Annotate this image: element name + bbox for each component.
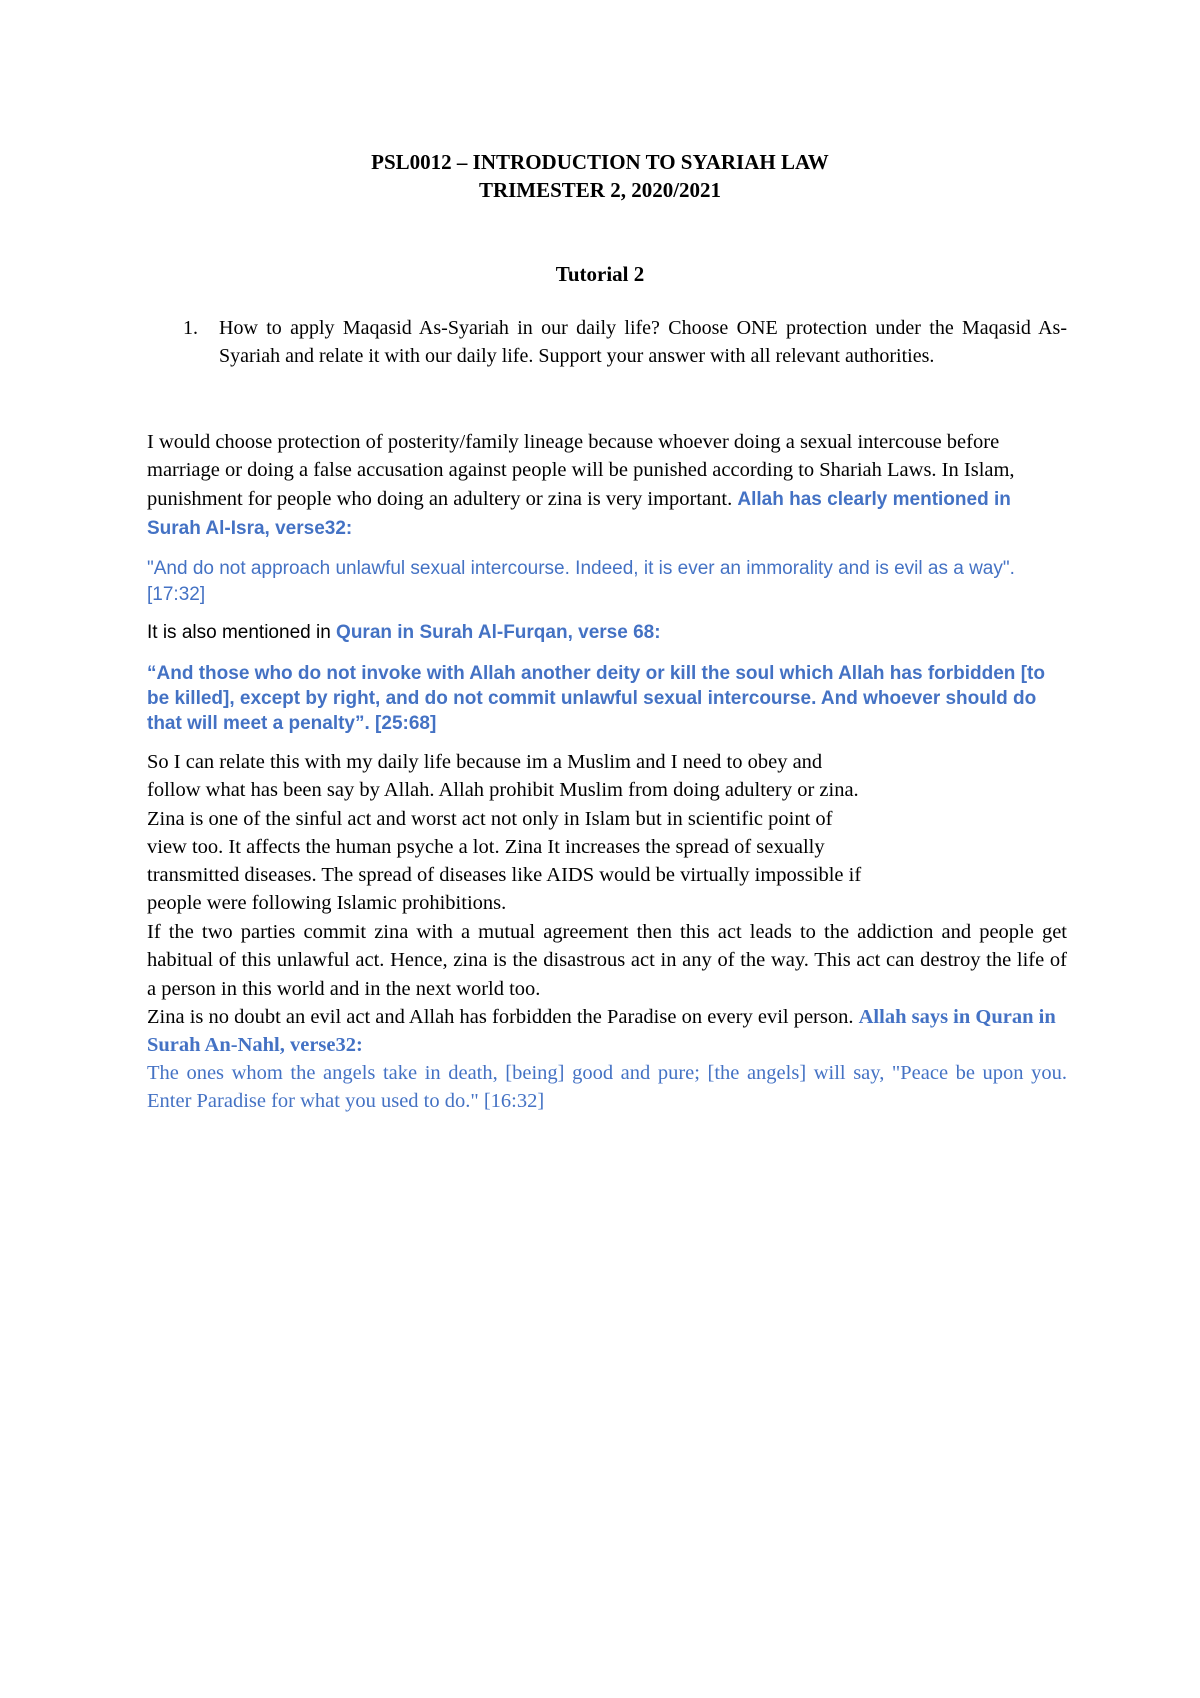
term-label: TRIMESTER 2, 2020/2021	[478, 178, 722, 202]
paragraph-line: So I can relate this with my daily life because im a Muslim and I need to obey and	[147, 751, 823, 773]
answer-paragraph-5	[147, 1003, 1067, 1060]
quote-17-32: "And do not approach unlawful sexual intercourse. Indeed, it is ever an immorality and is evil as a way". [17:32]	[147, 558, 1015, 605]
quote-25-68: “And those who do not invoke with Allah another deity or kill the soul which Allah has forbidden [to be killed], except by right, and do not commit unlawful sexual intercourse. And whoever should do that will meet a penalty”. [25:68]	[147, 663, 1045, 734]
paragraph-line: Zina is one of the sinful act and worst act not only in Islam but in scientific point of	[147, 807, 833, 830]
answer-paragraph-1	[147, 428, 1067, 543]
course-title: PSL0012 – INTRODUCTION TO SYARIAH LAW	[371, 150, 829, 174]
question-text: How to apply Maqasid As-Syariah in our daily life? Choose ONE protection under the Maqasid As-Syariah and relate it with our daily life. Support your answer with all relevant authorities.	[219, 317, 1067, 367]
reference-surah-al-furqan: Quran in Surah Al-Furqan, verse 68:	[336, 622, 661, 643]
answer-paragraph-4: If the two parties commit zina with a mutual agreement then this act leads to the addiction and people get habitual of this unlawful act. Hence, zina is the disastrous act in any of the way. This act can destroy the life of a person in this world and in the next world too.	[147, 921, 1067, 1000]
reference-surah-an-nahl: Allah says in Quran in Surah An-Nahl, verse32:	[147, 1006, 1056, 1057]
answer-paragraph-2-text: It is also mentioned in	[147, 622, 337, 643]
tutorial-heading: Tutorial 2	[555, 262, 645, 286]
quote-16-32: The ones whom the angels take in death, [being] good and pure; [the angels] will say, "Peace be upon you. Enter Paradise for what you used to do." [16:32]	[147, 1062, 1067, 1113]
paragraph-line: follow what has been say by Allah. Allah prohibit Muslim from doing adultery or zina.	[147, 779, 859, 802]
paragraph-line: people were following Islamic prohibitions.	[147, 892, 507, 915]
reference-surah-al-isra: Allah has clearly mentioned in Surah Al-Isra, verse32:	[147, 488, 1011, 539]
question-number: 1.	[183, 317, 198, 339]
answer-paragraph-3	[147, 748, 1067, 918]
answer-paragraph-2	[147, 620, 1067, 646]
paragraph-line: view too. It affects the human psyche a lot. Zina It increases the spread of sexually	[147, 835, 825, 858]
paragraph-line: transmitted diseases. The spread of diseases like AIDS would be virtually impossible if	[147, 864, 862, 887]
answer-paragraph-1-text: I would choose protection of posterity/family lineage because whoever doing a sexual intercouse before marriage or doing a false accusation against people will be punished according to Shariah Laws. In Islam, punishment for people who doing an adultery or zina is very important.	[147, 431, 1015, 510]
answer-paragraph-5-text: Zina is no doubt an evil act and Allah has forbidden the Paradise on every evil person.	[147, 1006, 859, 1028]
